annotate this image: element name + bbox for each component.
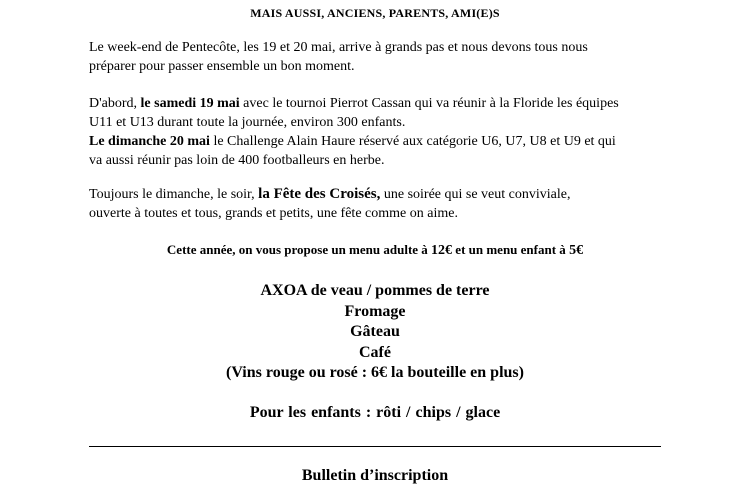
intro-paragraph bbox=[89, 38, 689, 76]
menu-item-cheese: Fromage bbox=[344, 302, 406, 320]
menu-intro-text-2: et un menu enfant à bbox=[452, 242, 570, 257]
party-name: la Fête des Croisés, bbox=[258, 186, 381, 202]
horizontal-rule bbox=[89, 446, 661, 447]
menu-item-cake: Gâteau bbox=[350, 323, 400, 340]
saturday-text: avec le tournoi Pierrot Cassan qui va réunir à la Floride les équipes bbox=[239, 96, 619, 111]
program-lead: D'abord, bbox=[89, 96, 141, 111]
saturday-line-2: U11 et U13 durant toute la journée, environ 300 enfants. bbox=[89, 115, 406, 130]
party-paragraph bbox=[89, 185, 689, 223]
menu-item-main: AXOA de veau / pommes de terre bbox=[260, 282, 490, 299]
menu-intro-text-1: Cette année, on vous propose un menu adulte à bbox=[166, 242, 432, 257]
menu-intro bbox=[0, 242, 750, 259]
intro-line-2: préparer pour passer ensemble un bon moment. bbox=[89, 59, 355, 74]
intro-line-1: Le week-end de Pentecôte, les 19 et 20 mai, arrive à grands pas et nous devons tous nous bbox=[89, 40, 588, 55]
menu-list bbox=[0, 281, 750, 384]
program-paragraph bbox=[89, 94, 689, 170]
child-price: 5€ bbox=[569, 243, 584, 258]
menu-item-coffee: Café bbox=[359, 343, 391, 361]
saturday-date: le samedi 19 mai bbox=[140, 96, 240, 111]
kids-menu: Pour les enfants : rôti / chips / glace bbox=[249, 404, 501, 421]
party-lead: Toujours le dimanche, le soir, bbox=[89, 187, 259, 202]
bulletin-title: Bulletin d’inscription bbox=[301, 467, 449, 484]
sunday-line-1 bbox=[89, 132, 689, 151]
party-text: une soirée qui se veut conviviale, bbox=[380, 187, 571, 202]
page-heading: MAIS AUSSI, ANCIENS, PARENTS, AMI(E)S bbox=[250, 6, 500, 20]
party-line-2: ouverte à toutes et tous, grands et petits, une fête comme on aime. bbox=[89, 206, 458, 221]
party-line-1 bbox=[89, 185, 689, 204]
sunday-line-2: va aussi réunir pas loin de 400 footballeurs en herbe. bbox=[89, 153, 385, 168]
sunday-date: Le dimanche 20 mai bbox=[89, 134, 210, 149]
adult-price: 12€ bbox=[431, 243, 453, 258]
menu-item-wine: (Vins rouge ou rosé : 6€ la bouteille en plus) bbox=[226, 364, 524, 381]
saturday-line-1 bbox=[89, 94, 689, 113]
sunday-text: le Challenge Alain Haure réservé aux catégorie U6, U7, U8 et U9 et qui bbox=[209, 134, 616, 149]
